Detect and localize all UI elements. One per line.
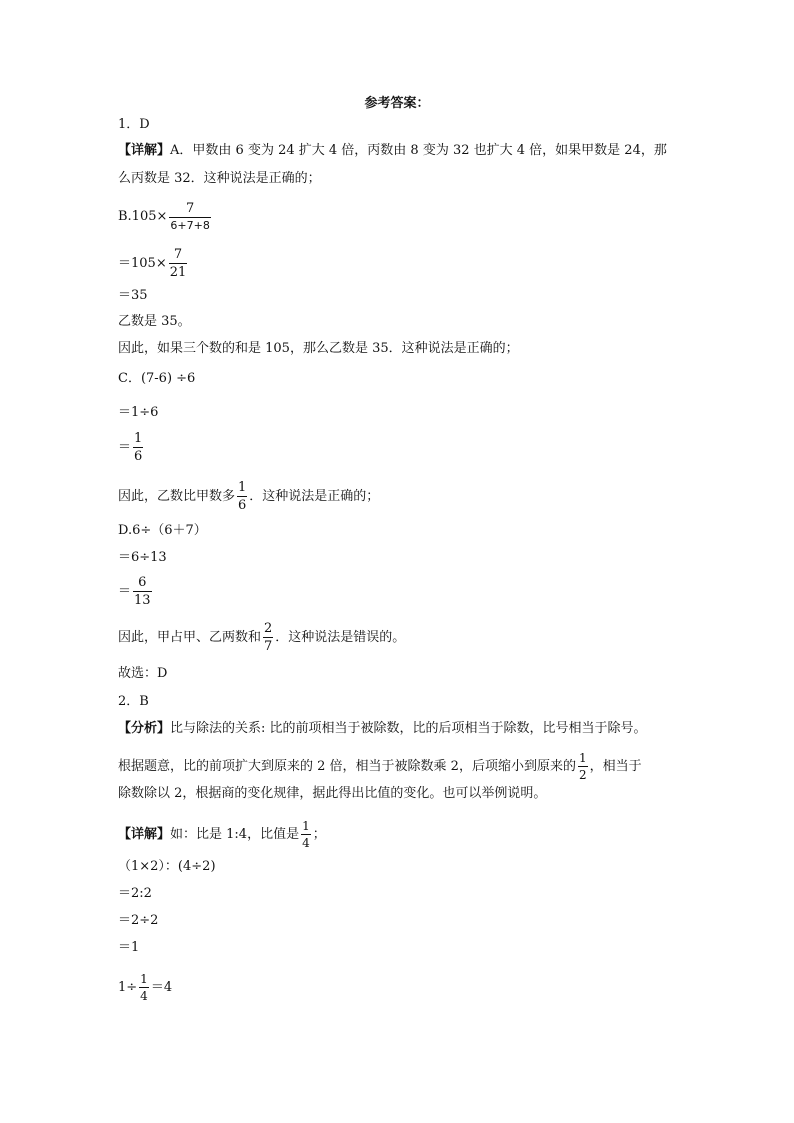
- q1-a-line1: A．甲数由 6 变为 24 扩大 4 倍，丙数由 8 变为 32 也扩大 4 倍，如果甲数是 24，那: [170, 143, 667, 158]
- q1-a-line2: 么丙数是 32．这种说法是正确的；: [118, 171, 321, 186]
- analysis-tag: 【分析】: [118, 721, 171, 736]
- c-step3-prefix: ＝: [118, 439, 132, 455]
- fraction: [169, 248, 188, 279]
- q1-d-conclusion: [118, 622, 405, 653]
- last-prefix: 1÷: [118, 979, 138, 995]
- numerator: 7: [185, 201, 195, 216]
- fraction: [578, 752, 588, 781]
- analysis-line2-suffix: ，相当于: [589, 758, 642, 774]
- denominator: 2: [578, 768, 587, 782]
- q2-heading: 2．B: [118, 694, 149, 709]
- q1-c-line1: C．(7-6) ÷6: [118, 371, 196, 386]
- q2-analysis-line2: [118, 752, 642, 781]
- fraction: [237, 481, 247, 512]
- q1-c-step3: [118, 432, 145, 463]
- q2-analysis-line3: 除数除以 2，根据商的变化规律，据此得出比值的变化。也可以举例说明。: [118, 786, 547, 801]
- q1-d-step3: [118, 576, 154, 607]
- fraction: [301, 820, 311, 849]
- fraction: [139, 973, 149, 1002]
- detail-suffix: ；: [312, 826, 326, 842]
- denominator: 7: [264, 639, 273, 654]
- c-conc-prefix: 因此，乙数比甲数多: [118, 488, 236, 504]
- denominator: 21: [169, 265, 187, 280]
- b-prefix: B.105×: [118, 208, 168, 224]
- numerator: 1: [238, 480, 247, 495]
- numerator: 1: [134, 431, 143, 446]
- q1-heading: 1．D: [118, 117, 150, 132]
- last-suffix: ＝4: [150, 979, 173, 995]
- q2-calc1: （1×2）：(4÷2): [118, 859, 216, 874]
- q2-calc4: ＝1: [118, 940, 140, 955]
- q1-b-conclusion: 因此，如果三个数的和是 105，那么乙数是 35．这种说法是正确的；: [118, 341, 519, 356]
- analysis-line2-prefix: 根据题意，比的前项扩大到原来的 2 倍，相当于被除数乘 2，后项缩小到原来的: [118, 758, 576, 774]
- numerator: 1: [140, 972, 148, 986]
- denominator: 6: [238, 498, 247, 513]
- detail-tag: 【详解】: [118, 143, 171, 158]
- numerator: 6: [138, 575, 147, 590]
- q1-b-step2: [118, 248, 189, 279]
- q2-calc3: ＝2÷2: [118, 913, 159, 928]
- q2-detail: [118, 820, 326, 849]
- fraction: [263, 622, 273, 653]
- denominator: 4: [140, 989, 148, 1003]
- page-title: 参考答案：: [364, 96, 430, 111]
- numerator: 1: [302, 819, 310, 833]
- b-step2-prefix: ＝105×: [118, 255, 167, 271]
- q1-answer: 故选：D: [118, 666, 168, 681]
- numerator: 1: [578, 751, 587, 765]
- q2-analysis-line1: [118, 720, 647, 738]
- analysis-text: 比与除法的关系: 比的前项相当于被除数，比的后项相当于除数，比号相当于除号。: [170, 721, 647, 736]
- fraction: [133, 432, 143, 463]
- fraction: [133, 576, 152, 607]
- q1-b-expression: [118, 202, 213, 231]
- d-step3-prefix: ＝: [118, 583, 132, 599]
- c-conc-suffix: ．这种说法是正确的；: [249, 488, 380, 504]
- detail-tag: 【详解】: [118, 826, 171, 842]
- detail-prefix: 如：比是 1:4，比值是: [170, 826, 300, 842]
- q1-c-line2: ＝1÷6: [118, 405, 159, 420]
- q2-calc2: ＝2:2: [118, 886, 152, 901]
- denominator: 13: [134, 593, 151, 608]
- q2-last-line: [118, 973, 172, 1002]
- numerator: 2: [264, 621, 273, 636]
- q1-d-line2: ＝6÷13: [118, 550, 167, 565]
- denominator: 6+7+8: [170, 219, 210, 232]
- d-conc-prefix: 因此，甲占甲、乙两数和: [118, 629, 262, 645]
- q1-d-line1: D.6÷（6＋7）: [118, 523, 207, 538]
- q1-b-step3: ＝35: [118, 288, 148, 303]
- q1-c-conclusion: [118, 481, 379, 512]
- q1-detail-line1: [118, 142, 667, 160]
- denominator: 6: [134, 449, 143, 464]
- numerator: 7: [173, 247, 183, 262]
- q1-b-line4: 乙数是 35。: [118, 314, 191, 329]
- d-conc-suffix: ．这种说法是错误的。: [275, 629, 406, 645]
- fraction: [169, 202, 210, 231]
- denominator: 4: [302, 836, 310, 850]
